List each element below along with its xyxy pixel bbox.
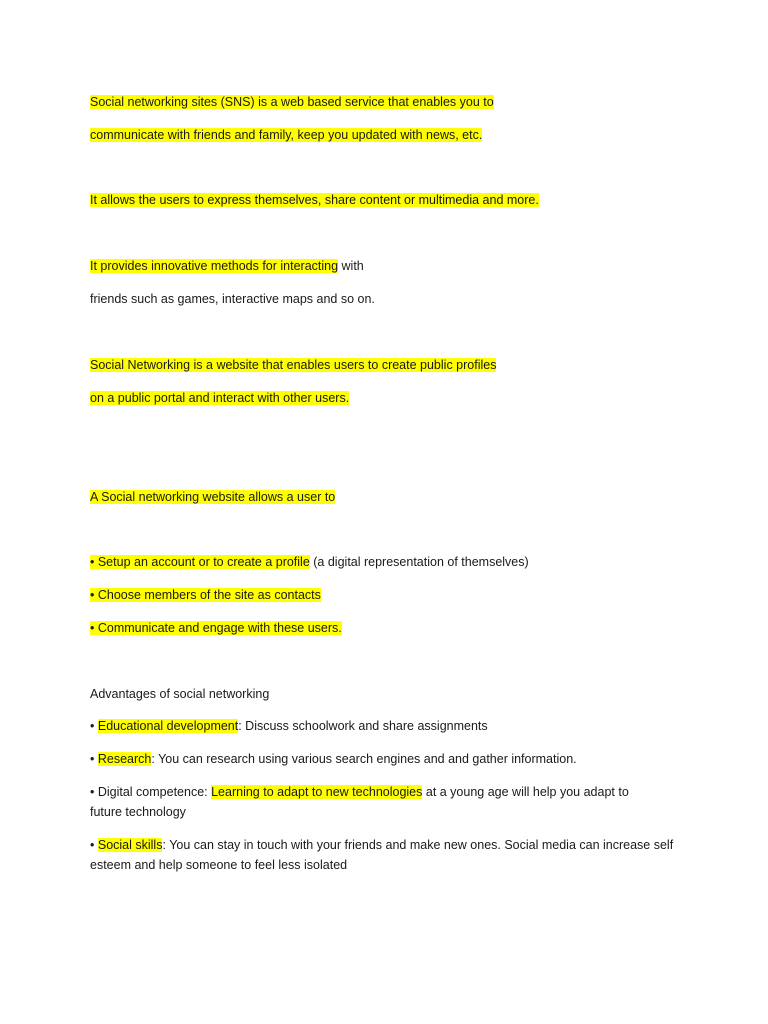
plain-text: : You can stay in touch with your friends and make new ones. Social media can increase self esteem and help someone to feel less isolated: [90, 838, 674, 872]
highlight: • Setup an account or to create a profile: [90, 555, 310, 569]
plain-text: : Discuss schoolwork and share assignments: [238, 719, 488, 733]
advantage-item: [90, 835, 685, 875]
highlight: Social Networking is a website that enables users to create public profiles: [90, 358, 497, 372]
bullet-prefix: •: [90, 838, 98, 852]
highlight: Social networking sites (SNS) is a web based service that enables you to: [90, 95, 494, 109]
highlight: It allows the users to express themselves, share content or multimedia and more.: [90, 193, 539, 207]
advantage-item: [90, 782, 655, 822]
bullet-item: [90, 553, 529, 571]
advantages-heading: [90, 685, 269, 703]
plain-text: (a digital representation of themselves): [309, 555, 529, 569]
definition-line-2: [90, 389, 349, 407]
allows-heading: [90, 488, 335, 506]
advantage-item: [90, 717, 488, 735]
plain-text: friends such as games, interactive maps and so on.: [90, 292, 375, 306]
plain-text: Advantages of social networking: [90, 687, 270, 701]
bullet-prefix: •: [90, 752, 98, 766]
bullet-item: [90, 586, 321, 604]
intro-line-2: [90, 126, 482, 144]
bullet-prefix: •: [90, 719, 98, 733]
highlight: Educational development: [97, 719, 239, 733]
innovative-line-1: [90, 257, 364, 275]
definition-line-1: [90, 356, 496, 374]
highlight: Learning to adapt to new technologies: [211, 785, 423, 799]
advantage-item: [90, 750, 577, 768]
highlight: • Choose members of the site as contacts: [90, 588, 321, 602]
highlight: It provides innovative methods for interacting: [90, 259, 339, 273]
highlight: communicate with friends and family, keep you updated with news, etc.: [90, 128, 483, 142]
plain-text: with: [338, 259, 364, 273]
bullet-item: [90, 619, 342, 637]
express-line: [90, 191, 539, 209]
highlight: A Social networking website allows a user to: [90, 490, 336, 504]
highlight: Research: [97, 752, 152, 766]
highlight: on a public portal and interact with other users.: [90, 391, 350, 405]
intro-line-1: [90, 93, 494, 111]
plain-text: at a young age will help you adapt to future technology: [90, 785, 629, 819]
bullet-prefix: • Digital competence:: [90, 785, 212, 799]
plain-text: : You can research using various search engines and and gather information.: [151, 752, 577, 766]
innovative-line-2: [90, 290, 375, 308]
highlight: Social skills: [97, 838, 163, 852]
highlight: • Communicate and engage with these users.: [90, 621, 342, 635]
